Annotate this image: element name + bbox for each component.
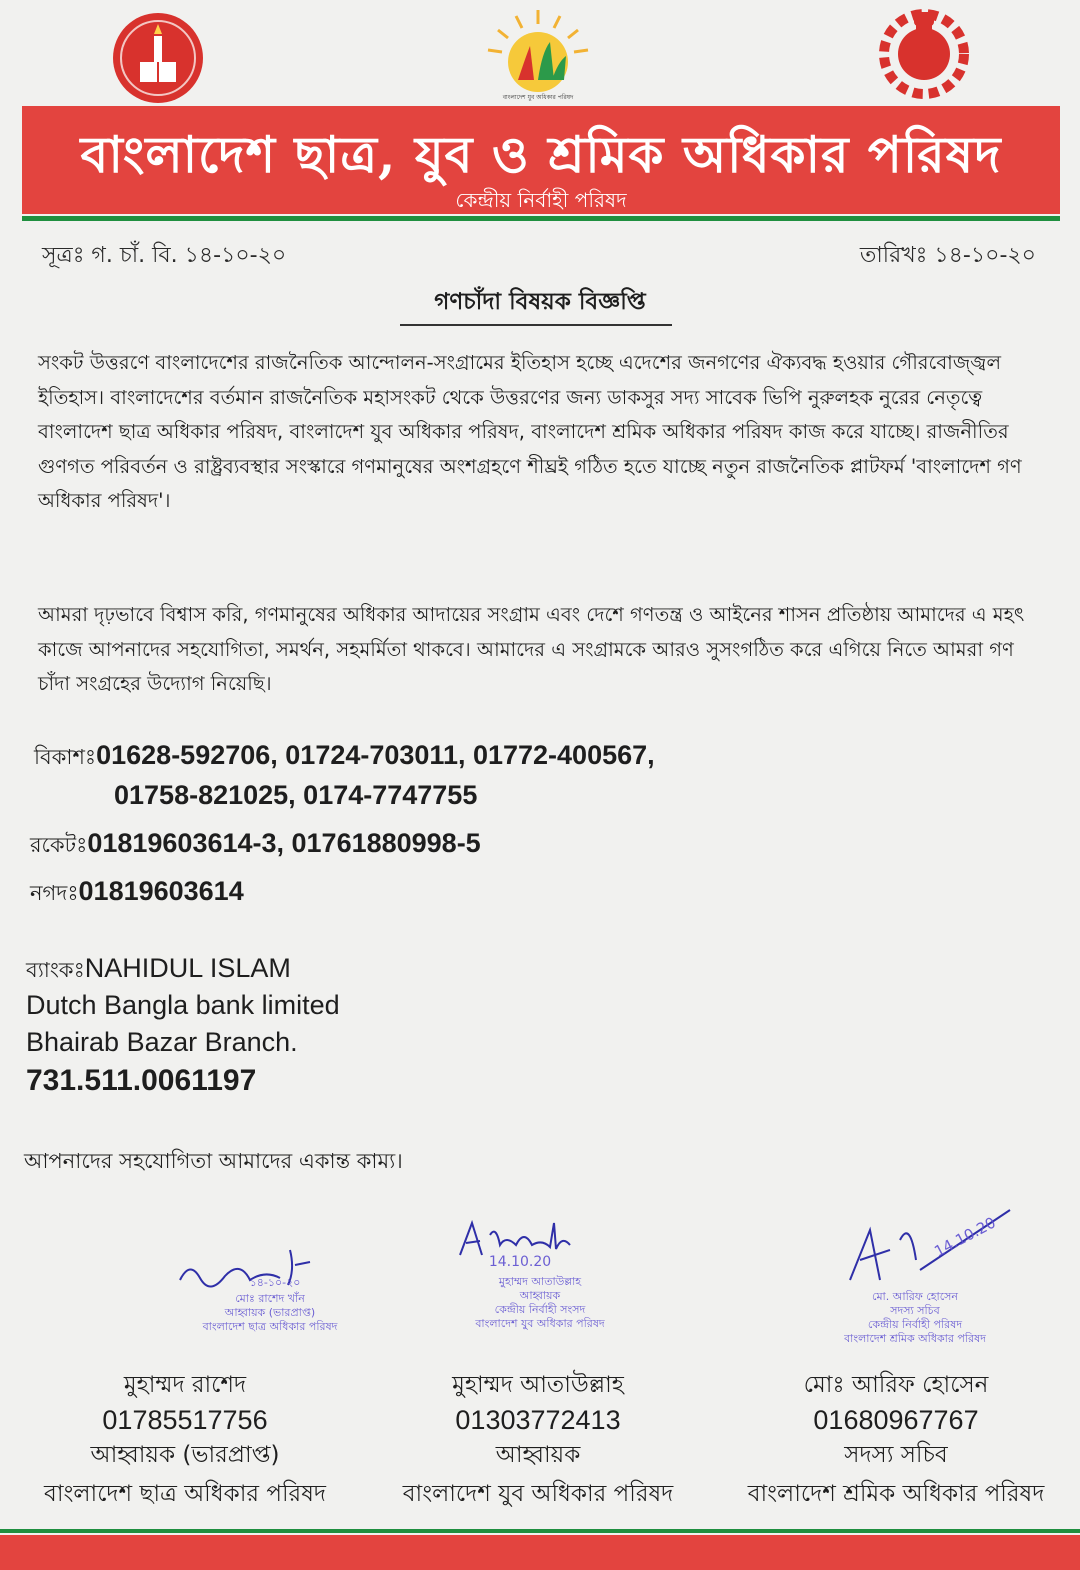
stamp-1-line-1: মোঃ রাশেদ খাঁন <box>235 1292 305 1305</box>
rocket-value: 01819603614-3, 01761880998-5 <box>87 828 481 858</box>
bank-holder-name: NAHIDUL ISLAM <box>84 953 291 983</box>
stamp-2 <box>430 1275 650 1331</box>
signatory-3-org: বাংলাদেশ শ্রমিক অধিকার পরিষদ <box>747 1481 1045 1507</box>
closing-line: আপনাদের সহযোগিতা আমাদের একান্ত কাম্য। <box>24 1149 403 1173</box>
bank-branch: Bhairab Bazar Branch. <box>26 1027 298 1057</box>
stamp-2-line-3: কেন্দ্রীয় নির্বাহী সংসদ <box>494 1303 586 1316</box>
bank-account-number: 731.511.0061197 <box>26 1064 257 1097</box>
signatory-1-org: বাংলাদেশ ছাত্র অধিকার পরিষদ <box>44 1481 326 1507</box>
stamp-1 <box>170 1292 370 1334</box>
header-banner <box>22 106 1060 214</box>
signatory-3-role: সদস্য সচিব <box>844 1442 948 1468</box>
signatory-1 <box>10 1366 360 1514</box>
nagad-label: নগদঃ <box>30 881 79 905</box>
signature-block-2 <box>430 1215 650 1350</box>
notice-heading: গণচাঁদা বিষয়ক বিজ্ঞপ্তি <box>434 289 646 315</box>
signatory-3-phone: 01680967767 <box>813 1405 979 1435</box>
bkash-numbers-continued <box>114 780 477 811</box>
nagad-number <box>30 876 244 912</box>
signature-3-date: 14.10.20 <box>931 1213 999 1261</box>
stamp-2-line-4: বাংলাদেশ যুব অধিকার পরিষদ <box>475 1317 605 1330</box>
stamp-3-line-4: বাংলাদেশ শ্রমিক অধিকার পরিষদ <box>844 1332 986 1345</box>
signatory-3 <box>712 1366 1080 1514</box>
youth-logo-caption: বাংলাদেশ যুব অধিকার পরিষদ <box>502 94 574 101</box>
signatory-2 <box>368 1366 708 1514</box>
notice-paragraph-2: আমরা দৃঢ়ভাবে বিশ্বাস করি, গণমানুষের অধিকার আদায়ের সংগ্রাম এবং দেশে গণতন্ত্র ও আইনের শাসন প্রতিষ্ঠায় আমাদের এ মহৎ কাজে আপনাদের সহযোগিতা, সমর্থন, সহমর্মিতা থাকবে। আমাদের এ সংগ্রামকে আরও সুসংগঠিত করে এগিয়ে নিতে আমরা গণ চাঁদা সংগ্রহের উদ্যোগ নিয়েছি। <box>38 603 1025 695</box>
footer-band <box>0 1535 1080 1570</box>
notice-paragraph-1: সংকট উত্তরণে বাংলাদেশের রাজনৈতিক আন্দোলন-সংগ্রামের ইতিহাস হচ্ছে এদেশের জনগণের ঐক্যবদ্ধ হওয়ার গৌরবোজ্জ্বল ইতিহাস। বাংলাদেশের বর্তমান রাজনৈতিক মহাসংকট থেকে উত্তরণের জন্য ডাকসুর সদ্য সাবেক ভিপি নুরুলহক নুরের নেতৃত্বে বাংলাদেশ ছাত্র অধিকার পরিষদ, বাংলাদেশ যুব অধিকার পরিষদ, বাংলাদেশ শ্রমিক অধিকার পরিষদ কাজ করে যাচ্ছে। রাজনীতির গুণগত পরিবর্তন ও রাষ্ট্রব্যবস্থার সংস্কারে গণমানুষের অংশগ্রহণে শীঘ্রই গঠিত হতে যাচ্ছে নতুন রাজনৈতিক প্লাটফর্ম 'বাংলাদেশ গণ অধিকার পরিষদ'। <box>38 351 1022 512</box>
bkash-line-1: 01628-592706, 01724-703011, 01772-400567, <box>96 740 655 770</box>
signature-block-3 <box>800 1200 1030 1365</box>
stamp-1-line-2: আহ্বায়ক (ভারপ্রাপ্ত) <box>224 1306 316 1319</box>
stamp-2-line-2: আহ্বায়ক <box>519 1289 561 1302</box>
bank-label: ব্যাংকঃ <box>26 958 85 982</box>
signatory-2-name: মুহাম্মদ আতাউল্লাহ <box>452 1372 624 1398</box>
document-date: তারিখঃ ১৪-১০-২০ <box>859 243 1036 268</box>
stamp-3 <box>800 1290 1030 1346</box>
stamp-3-line-2: সদস্য সচিব <box>890 1304 940 1317</box>
bkash-label: বিকাশঃ <box>34 745 97 769</box>
youth-council-logo <box>478 6 598 106</box>
signatory-2-org: বাংলাদেশ যুব অধিকার পরিষদ <box>402 1481 674 1507</box>
signatory-3-name: মোঃ আরিফ হোসেন <box>803 1372 989 1398</box>
signatory-2-phone: 01303772413 <box>455 1405 621 1435</box>
logo-row <box>0 0 1080 108</box>
signature-1-date: ১৪-১০-২০ <box>249 1276 301 1289</box>
bank-name: Dutch Bangla bank limited <box>26 990 340 1020</box>
worker-council-logo <box>868 4 980 104</box>
reference-number: সূত্রঃ গ. চাঁ. বি. ১৪-১০-২০ <box>42 243 287 268</box>
signatory-1-phone: 01785517756 <box>102 1405 268 1435</box>
nagad-value: 01819603614 <box>78 876 244 906</box>
signatory-2-role: আহ্বায়ক <box>495 1442 581 1468</box>
heading-underline <box>400 324 672 326</box>
signatory-1-role: আহ্বায়ক (ভারপ্রাপ্ত) <box>90 1442 280 1468</box>
rocket-label: রকেটঃ <box>30 833 88 857</box>
organization-subtitle: কেন্দ্রীয় নির্বাহী পরিষদ <box>455 188 627 212</box>
rocket-numbers <box>30 828 481 864</box>
bkash-line-2: 01758-821025, 0174-7747755 <box>114 780 478 810</box>
organization-title: বাংলাদেশ ছাত্র, যুব ও শ্রমিক অধিকার পরিষদ <box>80 125 1002 184</box>
signature-block-1 <box>170 1240 410 1350</box>
bkash-numbers <box>34 740 655 776</box>
stamp-1-line-3: বাংলাদেশ ছাত্র অধিকার পরিষদ <box>202 1320 338 1333</box>
signature-2-date: 14.10.20 <box>488 1254 552 1270</box>
bank-account-holder <box>26 953 291 989</box>
signature-1-handwriting <box>170 1240 410 1300</box>
stamp-2-line-1: মুহাম্মদ আতাউল্লাহ <box>498 1275 582 1288</box>
student-council-logo <box>110 10 206 106</box>
stamp-3-line-1: মো. আরিফ হোসেন <box>871 1290 958 1303</box>
stamp-3-line-3: কেন্দ্রীয় নির্বাহী পরিষদ <box>867 1318 963 1331</box>
signatory-1-name: মুহাম্মদ রাশেদ <box>123 1372 247 1398</box>
header-divider <box>22 216 1060 221</box>
